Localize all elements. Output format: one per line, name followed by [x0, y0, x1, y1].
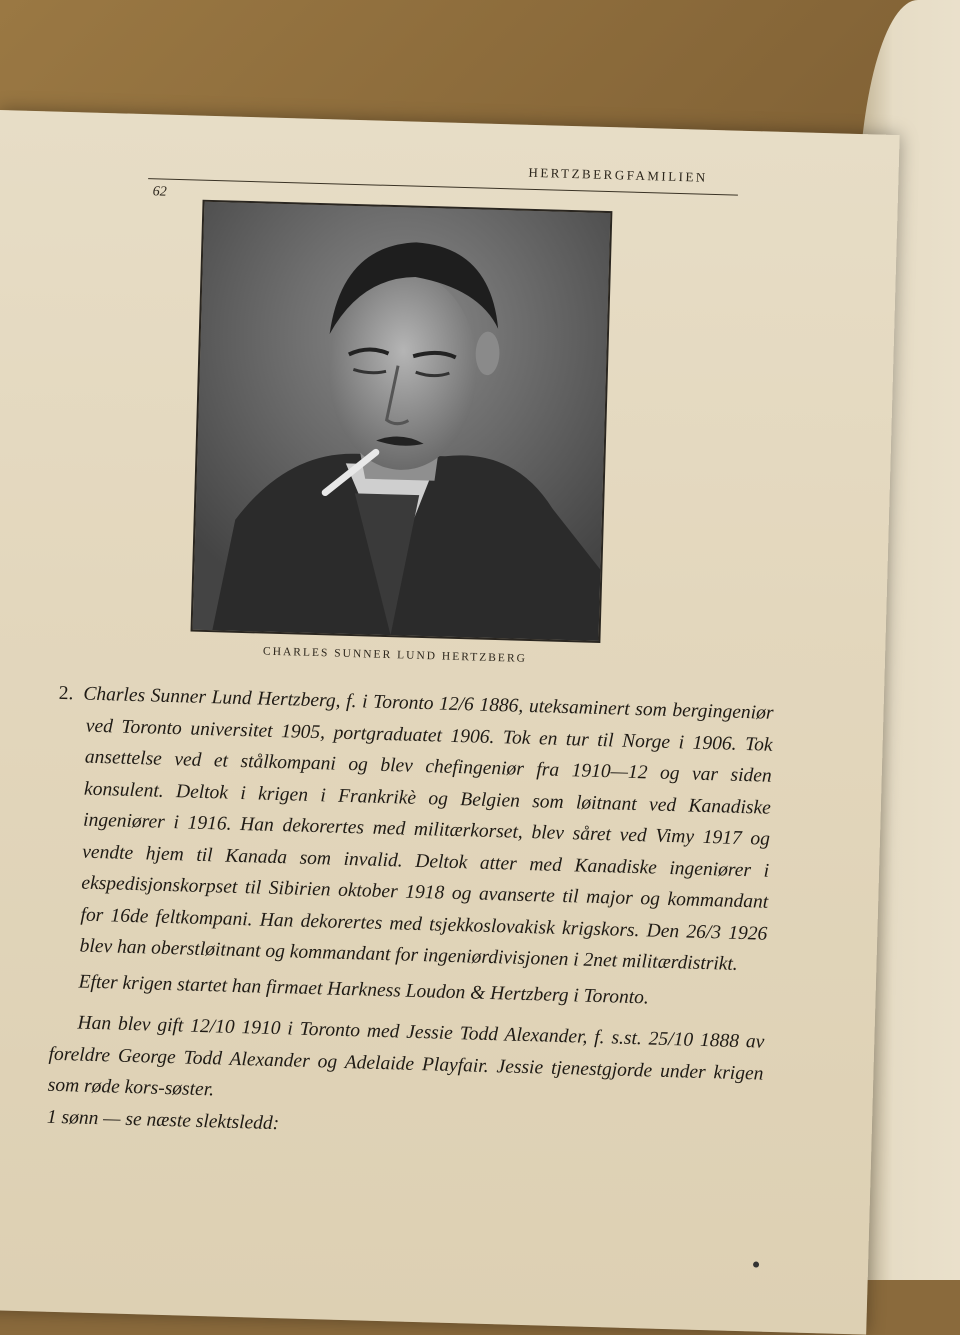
ink-spot	[753, 1261, 759, 1267]
entry-paragraph-4: 1 sønn — se næste slektsledd:	[46, 1106, 280, 1134]
book-page	[0, 110, 900, 1335]
running-head: HERTZBERGFAMILIEN	[528, 164, 709, 185]
photo-caption: CHARLES SUNNER LUND HERTZBERG	[262, 645, 528, 665]
portrait-photo	[191, 200, 613, 643]
entry-number: 2.	[58, 682, 74, 705]
page-number: 62	[152, 184, 167, 200]
entry-paragraph-2: Efter krigen startet han firmaet Harkness Loudon & Hertzberg i Toronto.	[78, 971, 650, 1008]
entry-paragraph-1-text: Charles Sunner Lund Hertzberg, f. i Toronto 12/6 1886, uteksaminert som bergingeniør ved Toronto universitet 1905, portgraduatet 1906. Tok en tur til Norge i 1906. Tok ansettelse ved et stålkompani og blev chefingeniør fra 1910—12 og var siden konsulent. Deltok i krigen i Frankrikè og Belgien som løitnant ved Kanadiske ingeniører i 1916. Han dekorertes med militærkorset, blev såret ved Vimy 1917 og vendte hjem til Kanada som invalid. Deltok atter med Kanadiske ingeniører i ekspedisjonskorpset til Sibirien oktober 1918 og avanserte til major og kommandant for 16de feltkompani. Han dekorertes med tsjekkoslovakisk krigskors. Den 26/3 1926 blev han oberstløitnant og kommandant for ingeniørdivisjonen i 2net militærdistrikt.	[79, 683, 774, 975]
entry-paragraph-3: Han blev gift 12/10 1910 i Toronto med Jessie Todd Alexander, f. s.st. 25/10 1888 av foreldre George Todd Alexander og Adelaide Playfair. Jessie tjenestgjorde under krigen som røde kors-søster.	[47, 1012, 765, 1101]
biography-entry	[46, 678, 773, 1153]
entry-paragraph-1	[51, 678, 774, 981]
portrait-illustration	[193, 202, 611, 641]
